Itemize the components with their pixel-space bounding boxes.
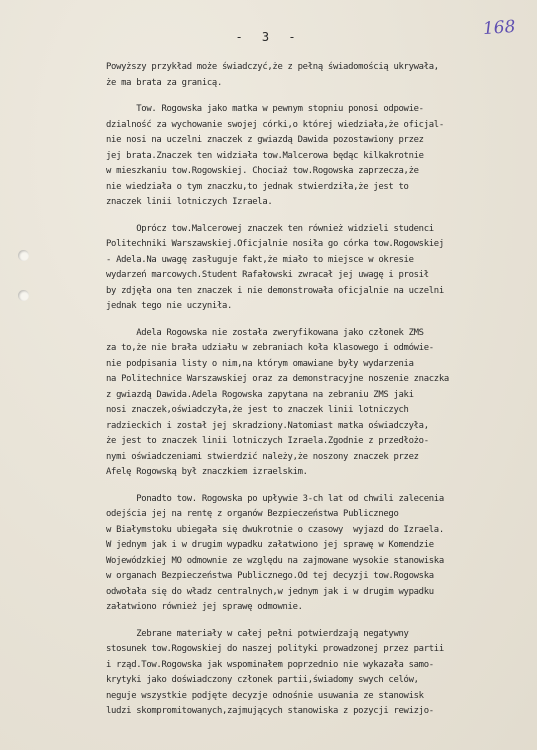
text-line: załatwiono również jej sprawę odmownie. xyxy=(106,602,303,612)
text-line: Powyższy przykład może świadczyć,że z pełną świadomością ukrywała, xyxy=(106,62,439,72)
text-line: dzialność za wychowanie swojej córki,o której wiedziała,że oficjal- xyxy=(106,119,444,130)
text-line: W jednym jak i w drugim wypadku załatwiono jej sprawę w Komendzie xyxy=(106,540,434,550)
text-line: w mieszkaniu tow.Rogowskiej. Chociaż tow.Rogowska zaprzecza,że xyxy=(106,166,419,176)
text-line: Wojewódzkiej MO odmownie ze względu na zajmowane wysokie stanowiska xyxy=(106,555,444,566)
text-line: Afelę Rogowską był znaczkiem izraelskim. xyxy=(106,467,308,477)
text-line: neguje wszystkie podjęte decyzje odnośnie usuwania ze stanowisk xyxy=(106,690,424,701)
text-line: Ponadto tow. Rogowska po upływie 3-ch lat od chwili zalecenia xyxy=(106,493,444,504)
text-line: Oprócz tow.Malcerowej znaczek ten również widzieli studenci xyxy=(106,223,434,234)
text-line: nie nosi na uczelni znaczek z gwiazdą Dawida pozostawiony przez xyxy=(106,135,424,145)
paragraph xyxy=(106,326,524,481)
punch-hole xyxy=(18,250,29,261)
text-line: Adela Rogowska nie została zweryfikowana jako członek ZMS xyxy=(106,327,424,338)
text-line: jednak tego nie uczyniła. xyxy=(106,301,233,311)
text-line: z gwiazdą Dawida.Adela Rogowska zapytana na zebraniu ZMS jaki xyxy=(106,389,414,400)
punch-hole xyxy=(18,290,29,301)
page-number: - 3 - xyxy=(235,30,302,44)
text-line: ludzi skompromitowanych,zajmujących stanowiska z pozycji rewizjo- xyxy=(106,706,434,716)
text-line: w organach Bezpieczeństwa Publicznego.Od tej decyzji tow.Rogowska xyxy=(106,571,434,581)
text-line: na Politechnice Warszawskiej oraz za demonstracyjne noszenie znaczka xyxy=(106,374,449,384)
text-line: nymi oświadczeniami stwierdzić należy,że noszony znaczek przez xyxy=(106,451,419,462)
text-line: nosi znaczek,oświadczyła,że jest to znaczek linii lotniczych xyxy=(106,405,409,415)
text-line: radzieckich i został jej skradziony.Natomiast matka oświadczyła, xyxy=(106,420,429,431)
paragraph xyxy=(106,60,524,91)
text-line: - Adela.Na uwagę zasługuje fakt,że miało to miejsce w okresie xyxy=(106,254,414,265)
text-line: i rząd.Tow.Rogowska jak wspominałem poprzednio nie wykazała samo- xyxy=(106,659,434,670)
text-line: Tow. Rogowska jako matka w pewnym stopniu ponosi odpowie- xyxy=(106,104,424,114)
text-line: nie wiedziała o tym znaczku,to jednak stwierdziła,że jest to xyxy=(106,181,409,192)
text-line: że jest to znaczek linii lotniczych Izraela.Zgodnie z przedłożo- xyxy=(106,436,429,446)
text-line: krytyki jako doświadczony członek partii,świadomy swych celów, xyxy=(106,675,419,685)
paragraph xyxy=(106,492,524,616)
document-body xyxy=(106,60,524,731)
text-line: wydarzeń marcowych.Student Rafałowski zwracał jej uwagę i prosił xyxy=(106,270,429,280)
text-line: że ma brata za granicą. xyxy=(106,77,222,88)
text-line: Politechniki Warszawskiej.Oficjalnie nosiła go córka tow.Rogowskiej xyxy=(106,239,444,249)
paragraph xyxy=(106,102,524,211)
text-line: odwołała się do władz centralnych,w jednym jak i w drugim wypadku xyxy=(106,586,434,597)
text-line: odejścia jej na rentę z organów Bezpieczeństwa Publicznego xyxy=(106,509,399,519)
text-line: by zdjęła ona ten znaczek i nie demonstrowała oficjalnie na uczelni xyxy=(106,285,444,296)
text-line: znaczek linii lotniczych Izraela. xyxy=(106,197,273,207)
text-line: za to,że nie brała udziału w zebraniach koła klasowego i odmówie- xyxy=(106,343,434,353)
text-line: w Białymstoku ubiegała się dwukrotnie o czasowy wyjazd do Izraela. xyxy=(106,524,444,535)
text-line: nie podpisania listy o nim,na którym omawiane były wydarzenia xyxy=(106,358,414,369)
text-line: jej brata.Znaczek ten widziała tow.Malcerowa będąc kilkakrotnie xyxy=(106,150,424,161)
text-line: Zebrane materiały w całej pełni potwierdzają negatywny xyxy=(106,628,409,639)
paragraph xyxy=(106,222,524,315)
text-line: stosunek tow.Rogowskiej do naszej polityki prowadzonej przez partii xyxy=(106,644,444,654)
archive-number: 168 xyxy=(481,16,516,40)
paragraph xyxy=(106,627,524,720)
